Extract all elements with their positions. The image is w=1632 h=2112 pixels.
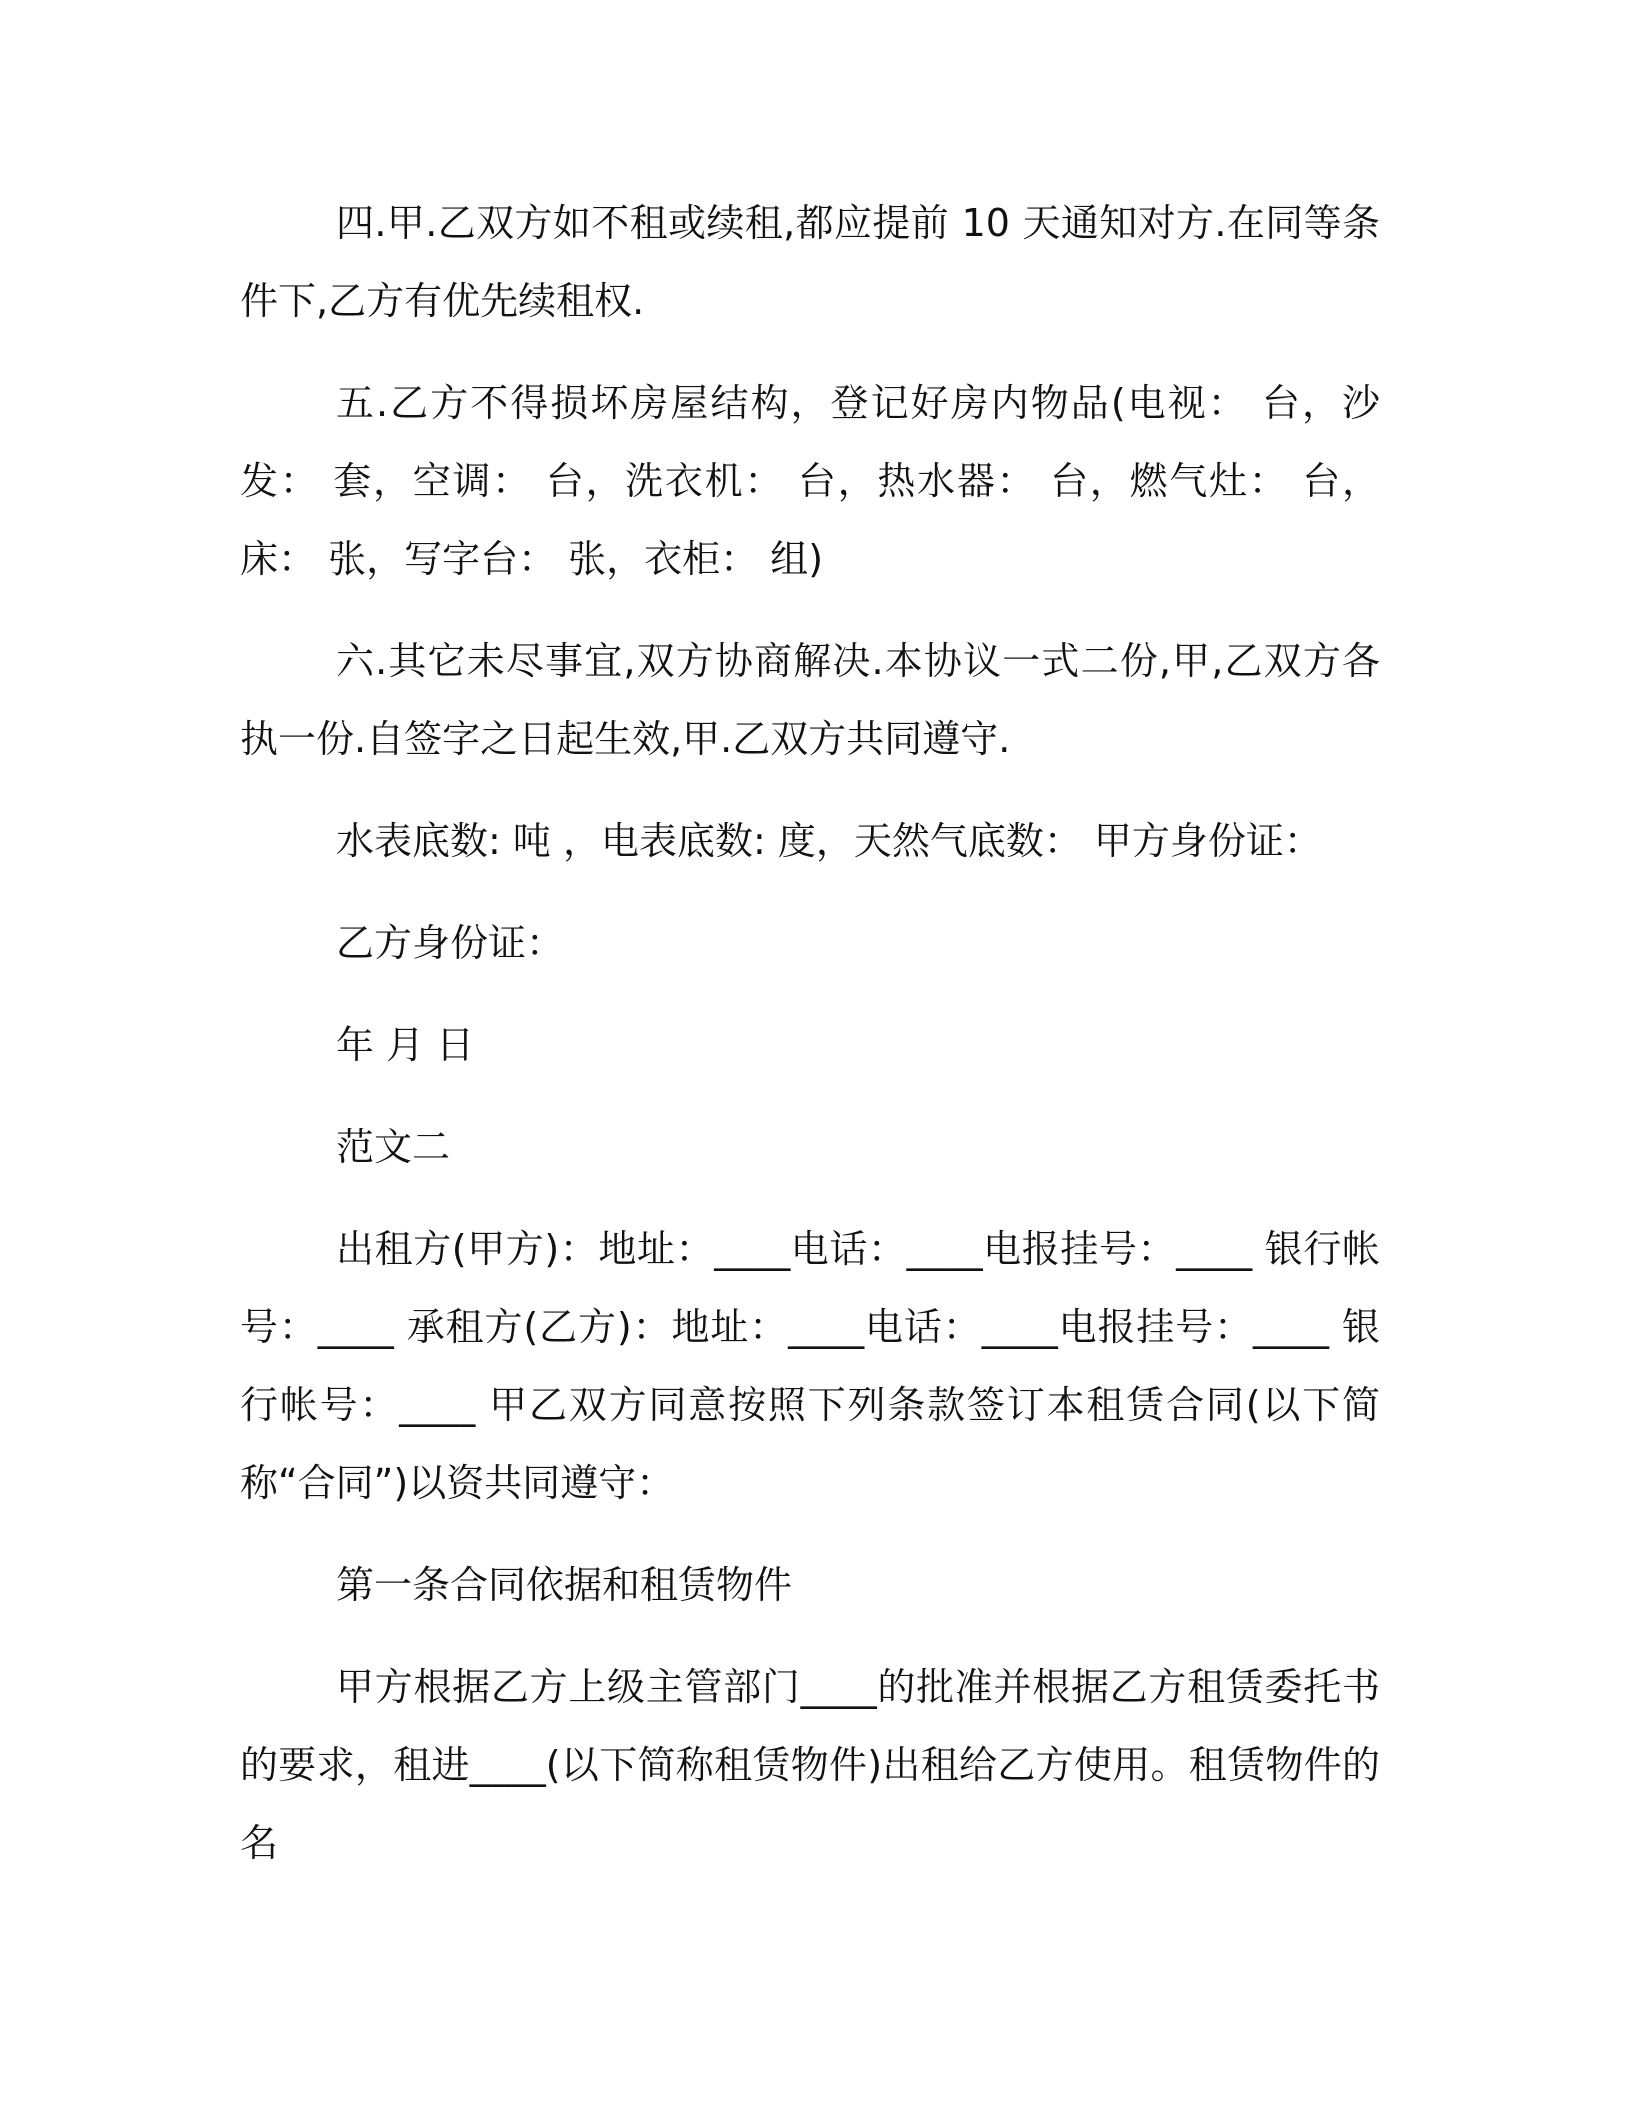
paragraph-article-one-body: 甲方根据乙方上级主管部门____的批准并根据乙方租赁委托书的要求，租进____(以下简称租赁物件)出租给乙方使用。租赁物件的名 <box>240 1665 1380 1865</box>
paragraph-party-b-id: 乙方身份证： <box>336 921 565 965</box>
paragraph-meter-readings: 水表底数: 吨 ，电表底数: 度，天然气底数： 甲方身份证： <box>336 819 1322 863</box>
paragraph-article-one-heading: 第一条合同依据和租赁物件 <box>336 1563 793 1607</box>
paragraph-house-items: 五.乙方不得损坏房屋结构，登记好房内物品(电视： 台，沙发： 套，空调： 台，洗衣机： 台，热水器： 台，燃气灶： 台，床： 张，写字台： 张，衣柜： 组) <box>240 381 1380 581</box>
paragraph-renewal-notice: 四.甲.乙双方如不租或续租,都应提前 10 天通知对方.在同等条件下,乙方有优先续租权. <box>240 201 1380 323</box>
paragraph-other-matters: 六.其它未尽事宜,双方协商解决.本协议一式二份,甲,乙双方各执一份.自签字之日起生效,甲.乙双方共同遵守. <box>240 639 1380 761</box>
paragraph-parties: 出租方(甲方)：地址：____电话：____电报挂号：____ 银行帐号：____ 承租方(乙方)：地址：____电话：____电报挂号：____ 银行帐号：____ 甲乙双方同意按照下列条款签订本租赁合同(以下简称“合同”)以资共同遵守： <box>240 1227 1380 1505</box>
paragraph-sample-two-heading: 范文二 <box>336 1125 451 1169</box>
document-body <box>240 184 1380 1906</box>
paragraph-date: 年 月 日 <box>336 1023 475 1067</box>
